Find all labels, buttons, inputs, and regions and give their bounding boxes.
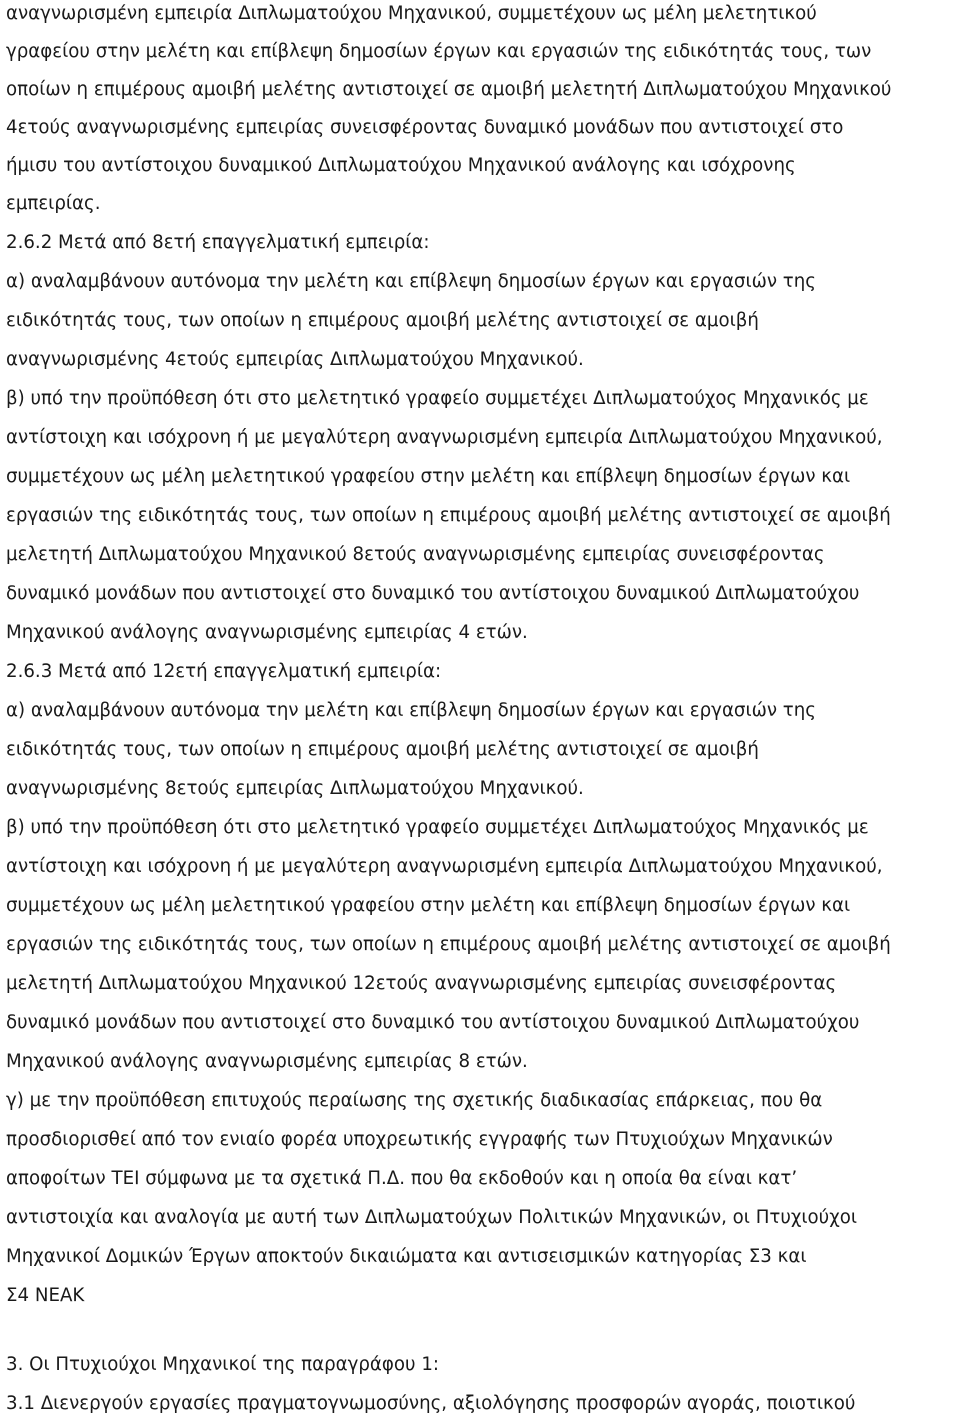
text-line: γ) με την προϋπόθεση επιτυχούς περαίωσης της σχετικής διαδικασίας επάρκειας, που θα [6, 1090, 823, 1111]
text-line: Μηχανικού ανάλογης αναγνωρισμένης εμπειρίας 4 ετών. [6, 622, 528, 643]
text-line: αντιστοιχία και αναλογία με αυτή των Διπλωματούχων Πολιτικών Μηχανικών, οι Πτυχιούχοι [6, 1207, 857, 1228]
text-line: δυναμικό μονάδων που αντιστοιχεί στο δυναμικό του αντίστοιχου δυναμικού Διπλωματούχου [6, 1012, 860, 1033]
section-heading: 2.6.2 Μετά από 8ετή επαγγελματική εμπειρία: [6, 232, 430, 253]
text-line: αναγνωρισμένης 4ετούς εμπειρίας Διπλωματούχου Μηχανικού. [6, 349, 584, 370]
text-line: Μηχανικοί Δομικών Έργων αποκτούν δικαιώματα και αντισεισμικών κατηγορίας Σ3 και [6, 1246, 807, 1267]
text-line: Σ4 ΝΕΑΚ [6, 1285, 85, 1306]
text-line: ήμισυ του αντίστοιχου δυναμικού Διπλωματούχου Μηχανικού ανάλογης και ισόχρονης [6, 155, 796, 176]
text-line: β) υπό την προϋπόθεση ότι στο μελετητικό γραφείο συμμετέχει Διπλωματούχος Μηχανικός με [6, 817, 869, 838]
text-line: αποφοίτων ΤΕΙ σύμφωνα με τα σχετικά Π.Δ. που θα εκδοθούν και η οποία θα είναι κατ’ [6, 1168, 798, 1189]
text-line: β) υπό την προϋπόθεση ότι στο μελετητικό γραφείο συμμετέχει Διπλωματούχος Μηχανικός με [6, 388, 869, 409]
text-line: αντίστοιχη και ισόχρονη ή με μεγαλύτερη αναγνωρισμένη εμπειρία Διπλωματούχου Μηχανικού, [6, 427, 883, 448]
text-line: μελετητή Διπλωματούχου Μηχανικού 12ετούς αναγνωρισμένης εμπειρίας συνεισφέροντας [6, 973, 837, 994]
text-line: 4ετούς αναγνωρισμένης εμπειρίας συνεισφέροντας δυναμικό μονάδων που αντιστοιχεί στο [6, 117, 844, 138]
text-line: εργασιών της ειδικότητάς τους, των οποίων η επιμέρους αμοιβή μελέτης αντιστοιχεί σε αμοιβή [6, 934, 891, 955]
text-line: δυναμικό μονάδων που αντιστοιχεί στο δυναμικό του αντίστοιχου δυναμικού Διπλωματούχου [6, 583, 860, 604]
section-heading: 2.6.3 Μετά από 12ετή επαγγελματική εμπειρία: [6, 661, 442, 682]
text-line: αντίστοιχη και ισόχρονη ή με μεγαλύτερη αναγνωρισμένη εμπειρία Διπλωματούχου Μηχανικού, [6, 856, 883, 877]
text-line: ειδικότητάς τους, των οποίων η επιμέρους αμοιβή μελέτης αντιστοιχεί σε αμοιβή [6, 739, 759, 760]
text-line: συμμετέχουν ως μέλη μελετητικού γραφείου στην μελέτη και επίβλεψη δημοσίων έργων και [6, 895, 851, 916]
text-line: αναγνωρισμένης 8ετούς εμπειρίας Διπλωματούχου Μηχανικού. [6, 778, 584, 799]
text-line: γραφείου στην μελέτη και επίβλεψη δημοσίων έργων και εργασιών της ειδικότητάς τους, των [6, 41, 872, 62]
text-line: εργασιών της ειδικότητάς τους, των οποίων η επιμέρους αμοιβή μελέτης αντιστοιχεί σε αμοιβή [6, 505, 891, 526]
text-line: αναγνωρισμένη εμπειρία Διπλωματούχου Μηχανικού, συμμετέχουν ως μέλη μελετητικού [6, 3, 817, 24]
section-heading: 3. Οι Πτυχιούχοι Μηχανικοί της παραγράφου 1: [6, 1354, 440, 1375]
section-heading: 3.1 Διενεργούν εργασίες πραγματογνωμοσύνης, αξιολόγησης προσφορών αγοράς, ποιοτικού [6, 1393, 856, 1414]
text-line: Μηχανικού ανάλογης αναγνωρισμένης εμπειρίας 8 ετών. [6, 1051, 528, 1072]
text-line: μελετητή Διπλωματούχου Μηχανικού 8ετούς αναγνωρισμένης εμπειρίας συνεισφέροντας [6, 544, 825, 565]
text-line: εμπειρίας. [6, 193, 101, 214]
text-line: ειδικότητάς τους, των οποίων η επιμέρους αμοιβή μελέτης αντιστοιχεί σε αμοιβή [6, 310, 759, 331]
text-line: προσδιορισθεί από τον ενιαίο φορέα υποχρεωτικής εγγραφής των Πτυχιούχων Μηχανικών [6, 1129, 833, 1150]
text-line: α) αναλαμβάνουν αυτόνομα την μελέτη και επίβλεψη δημοσίων έργων και εργασιών της [6, 700, 816, 721]
text-line: συμμετέχουν ως μέλη μελετητικού γραφείου στην μελέτη και επίβλεψη δημοσίων έργων και [6, 466, 851, 487]
text-line: α) αναλαμβάνουν αυτόνομα την μελέτη και επίβλεψη δημοσίων έργων και εργασιών της [6, 271, 816, 292]
text-line: οποίων η επιμέρους αμοιβή μελέτης αντιστοιχεί σε αμοιβή μελετητή Διπλωματούχου Μηχανικού [6, 79, 892, 100]
